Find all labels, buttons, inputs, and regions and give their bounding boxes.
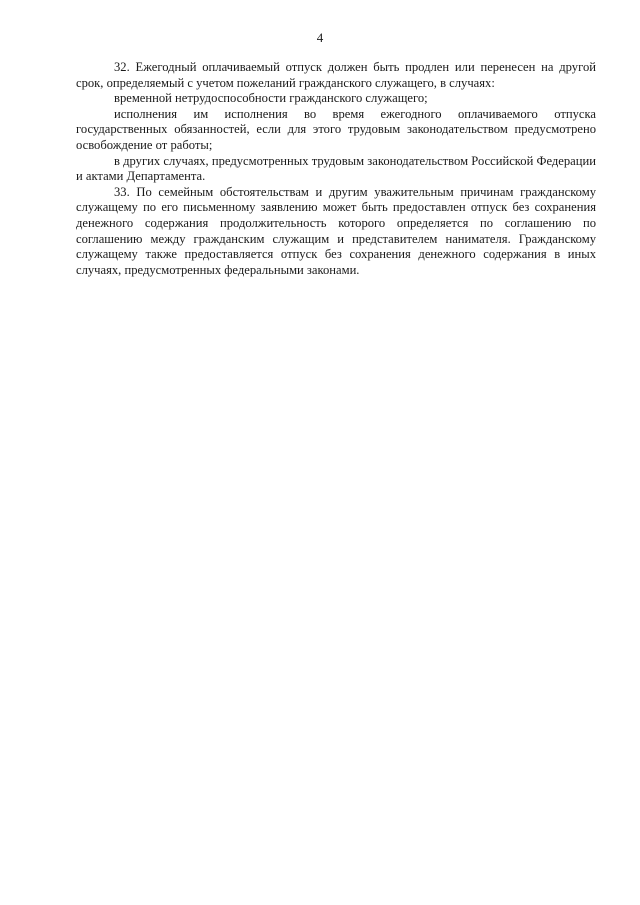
document-body: [76, 60, 596, 278]
paragraph-32-case-other: в других случаях, предусмотренных трудовым законодательством Российской Федерации и актами Департамента.: [76, 153, 596, 184]
page-number: 4: [316, 30, 324, 45]
paragraph-32-case-state-duties: исполнения им исполнения во время ежегодного оплачиваемого отпуска государственных обязанностей, если для этого трудовым законодательством предусмотрено освобождение от работы;: [76, 106, 596, 152]
paragraph-32-intro: 32. Ежегодный оплачиваемый отпуск должен быть продлен или перенесен на другой срок, определяемый с учетом пожеланий гражданского служащего, в случаях:: [76, 60, 596, 90]
paragraph-32-case-illness: временной нетрудоспособности гражданского служащего;: [114, 91, 428, 106]
paragraph-33: 33. По семейным обстоятельствам и другим уважительным причинам гражданскому служащему по его письменному заявлению может быть предоставлен отпуск без сохранения денежного содержания продолжительность которого определяется по соглашению по соглашению между гражданским служащим и представителем нанимателя. Гражданскому служащему также предоставляется отпуск без сохранения денежного содержания в иных случаях, предусмотренных федеральными законами.: [76, 184, 596, 277]
